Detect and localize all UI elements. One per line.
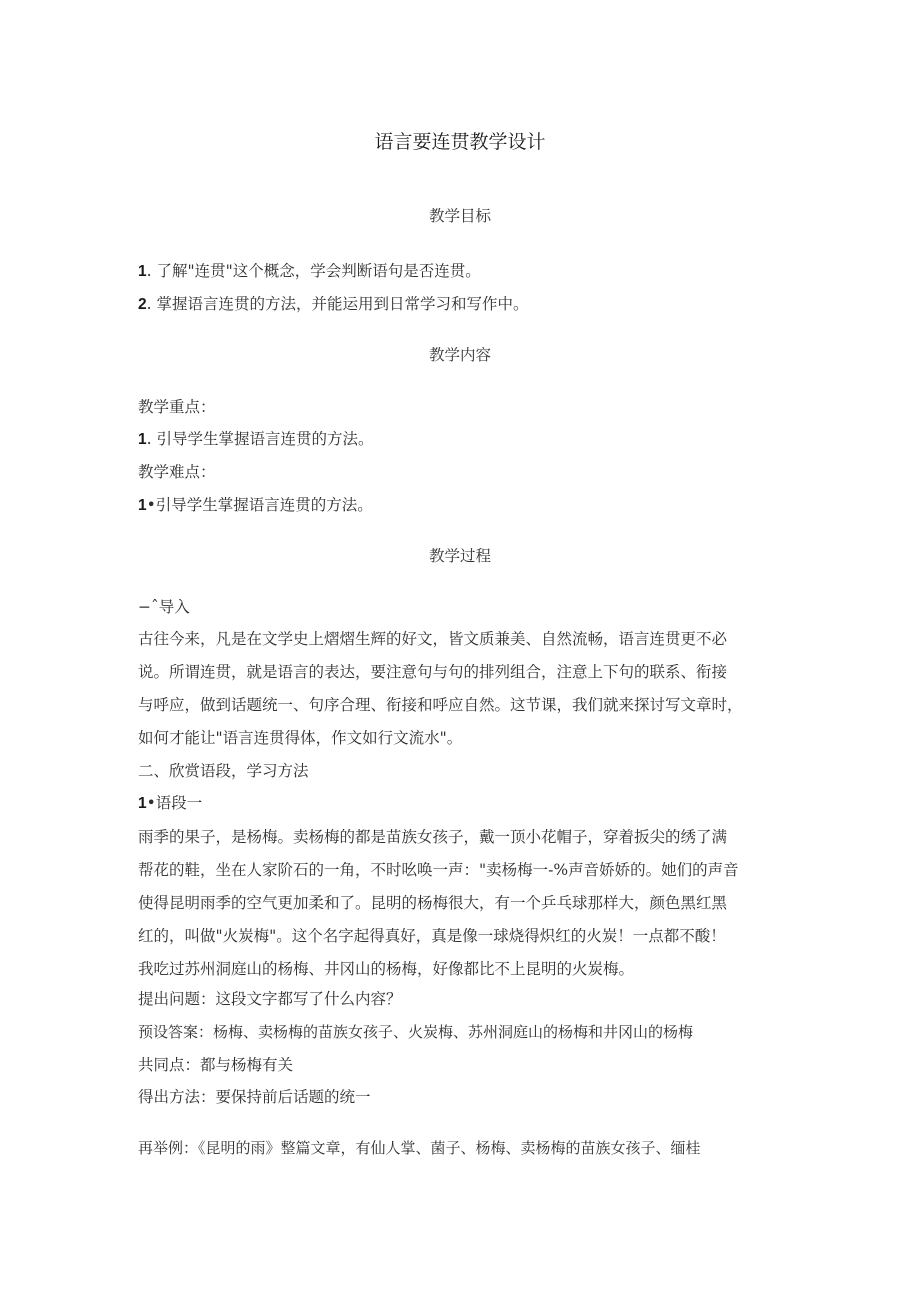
passage-1-label: •语段一	[146, 794, 203, 812]
method-line: 得出方法：要保持前后话题的统一	[138, 1088, 371, 1106]
intro-line-1: 古往今来，凡是在文学史上熠熠生辉的好文，皆文质兼美、自然流畅，语言连贯更不必	[138, 630, 728, 648]
intro-title: −ˆ导入	[138, 598, 190, 616]
difficulty-label: 教学难点：	[138, 463, 216, 481]
key-point-item-1-number: 1	[138, 431, 147, 448]
goal-item-2-text: . 掌握语言连贯的方法，并能运用到日常学习和写作中。	[146, 295, 529, 313]
section-2-title: 二、欣赏语段，学习方法	[138, 762, 309, 780]
passage-1-title	[138, 792, 798, 815]
goal-item-1	[138, 260, 798, 283]
example-line: 再举例：《昆明的雨》整篇文章，有仙人掌、菌子、杨梅、卖杨梅的苗族女孩子、缅桂	[138, 1139, 701, 1157]
goal-item-1-number: 1	[138, 263, 147, 280]
difficulty-item-1-number: 1	[138, 497, 147, 514]
key-point-item-1-text: . 引导学生掌握语言连贯的方法。	[146, 430, 374, 448]
answer-line: 预设答案：杨梅、卖杨梅的苗族女孩子、火炭梅、苏州洞庭山的杨梅和井冈山的杨梅	[138, 1023, 694, 1041]
key-point-item-1	[138, 428, 798, 451]
passage-1-line-5: 我吃过苏州洞庭山的杨梅、井冈山的杨梅，好像都比不上昆明的火炭梅。	[138, 960, 635, 978]
difficulty-item-1-text: •引导学生掌握语言连贯的方法。	[146, 496, 373, 514]
intro-line-2: 说。所谓连贯，就是语言的表达，要注意句与句的排列组合，注意上下句的联系、衔接	[138, 663, 728, 681]
heading-teaching-goals: 教学目标	[428, 207, 491, 225]
document-title: 语言要连贯教学设计	[374, 131, 546, 153]
goal-item-1-text: . 了解"连贯"这个概念，学会判断语句是否连贯。	[146, 262, 481, 280]
passage-1-line-1: 雨季的果子，是杨梅。卖杨梅的都是苗族女孩子，戴一顶小花帽子，穿着扳尖的绣了满	[138, 828, 728, 846]
question-line: 提出问题：这段文字都写了什么内容？	[138, 990, 402, 1008]
passage-1-line-2: 帮花的鞋，坐在人家阶石的一角，不时吆唤一声："卖杨梅一-%声音娇娇的。她们的声音	[138, 861, 739, 879]
passage-1-line-4: 红的，叫做"火炭梅"。这个名字起得真好，真是像一球烧得炽红的火炭！一点都不酸！	[138, 927, 726, 945]
heading-teaching-process: 教学过程	[428, 547, 491, 565]
intro-paragraph	[138, 623, 798, 755]
passage-1-paragraph	[138, 821, 798, 986]
intro-line-4: 如何才能让"语言连贯得体，作文如行文流水"。	[138, 729, 463, 747]
heading-teaching-content: 教学内容	[428, 346, 491, 364]
goal-item-2-number: 2	[138, 296, 147, 313]
common-point-line: 共同点：都与杨梅有关	[138, 1056, 294, 1074]
passage-1-line-3: 使得昆明雨季的空气更加柔和了。昆明的杨梅很大，有一个乒乓球那样大，颜色黑红黑	[138, 894, 728, 912]
intro-line-3: 与呼应，做到话题统一、句序合理、衔接和呼应自然。这节课，我们就来探讨写文章时，	[138, 696, 743, 714]
passage-1-number: 1	[138, 795, 147, 812]
difficulty-item-1	[138, 494, 798, 517]
goal-item-2	[138, 293, 798, 316]
key-points-label: 教学重点：	[138, 398, 216, 416]
